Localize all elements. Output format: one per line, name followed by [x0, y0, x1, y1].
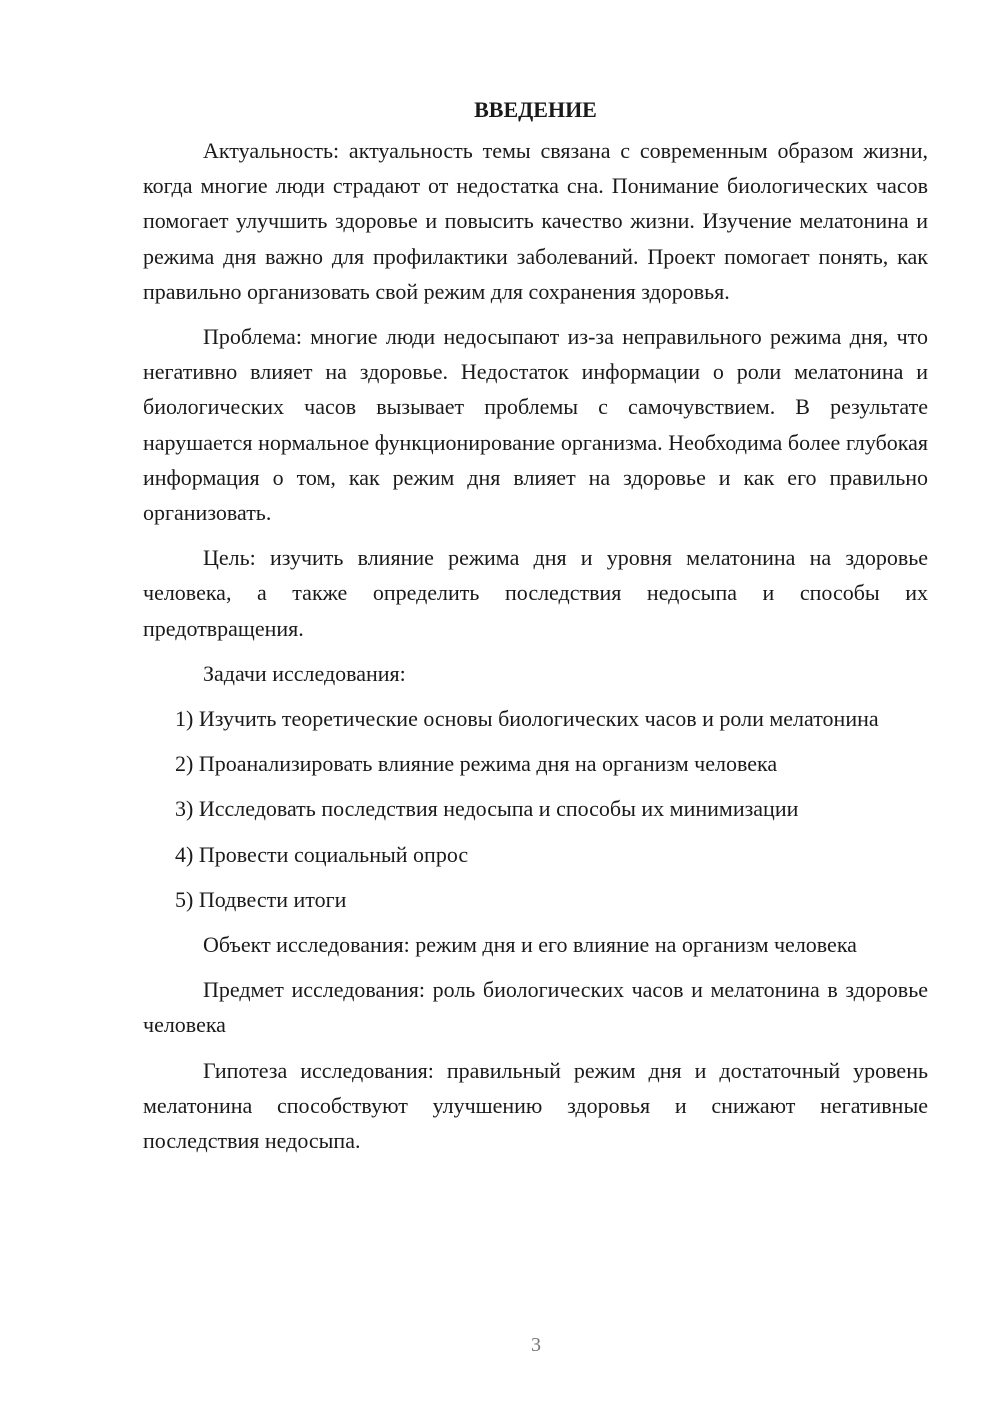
task-item-1: 1) Изучить теоретические основы биологических часов и роли мелатонина: [175, 706, 879, 732]
problem-paragraph: Проблема: многие люди недосыпают из-за неправильного режима дня, что негативно влияет на здоровье. Недостаток информации о роли мелатонина и биологических часов вызывает проблемы с самочувствием. В результате нарушается нормальное функционирование организма. Необходима более глубокая информация о том, как режим дня влияет на здоровье и как его правильно организовать.: [143, 324, 928, 526]
object-paragraph: Объект исследования: режим дня и его влияние на организм человека: [203, 932, 857, 958]
task-item-5: 5) Подвести итоги: [175, 886, 347, 912]
task-item-3: 3) Исследовать последствия недосыпа и способы их минимизации: [175, 796, 799, 822]
subject-paragraph: Предмет исследования: роль биологических часов и мелатонина в здоровье человека: [143, 977, 928, 1038]
task-item-2: 2) Проанализировать влияние режима дня на организм человека: [175, 751, 778, 777]
section-title: ВВЕДЕНИЕ: [474, 97, 597, 122]
relevance-paragraph: Актуальность: актуальность темы связана с современным образом жизни, когда многие люди страдают от недостатка сна. Понимание биологических часов помогает улучшить здоровье и повысить качество жизни. Изучение мелатонина и режима дня важно для профилактики заболеваний. Проект помогает понять, как правильно организовать свой режим для сохранения здоровья.: [143, 138, 928, 304]
task-item-4: 4) Провести социальный опрос: [175, 841, 469, 867]
hypothesis-paragraph: Гипотеза исследования: правильный режим дня и достаточный уровень мелатонина способствуют улучшению здоровья и снижают негативные последствия недосыпа.: [143, 1057, 928, 1154]
tasks-heading: Задачи исследования:: [203, 660, 406, 686]
page-number: 3: [531, 1334, 541, 1356]
document-body: [143, 95, 928, 1168]
goal-paragraph: Цель: изучить влияние режима дня и уровня мелатонина на здоровье человека, а также определить последствия недосыпа и способы их предотвращения.: [143, 545, 928, 641]
